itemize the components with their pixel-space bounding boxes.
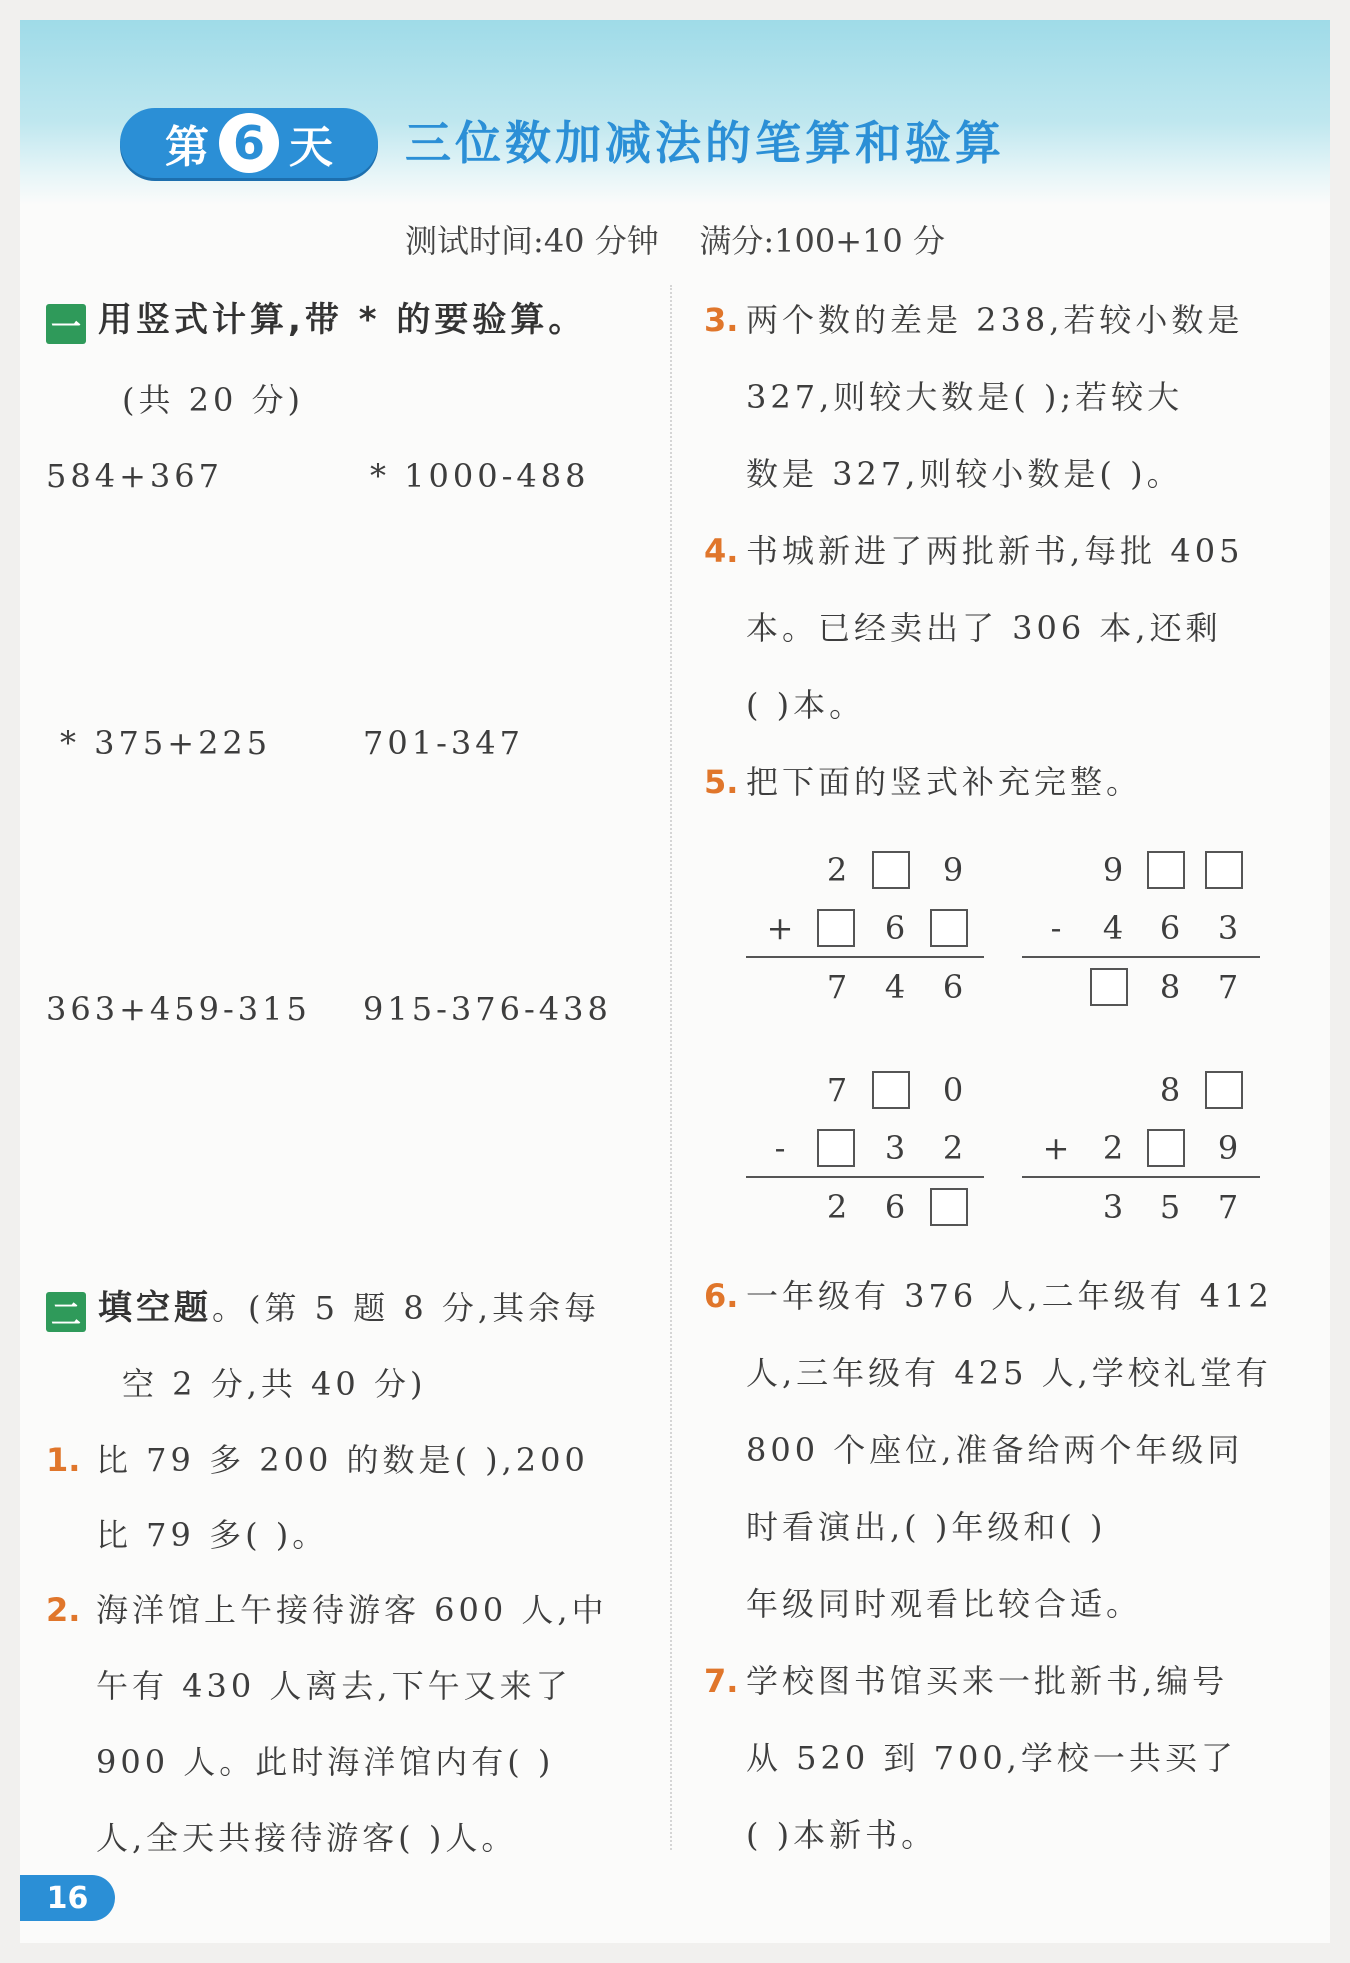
blank-box[interactable] [817,909,855,947]
section-two-title [98,1288,600,1328]
digit: 9 [942,851,964,889]
blank-box[interactable] [1090,968,1128,1006]
problem-1: 584+367 [46,457,223,495]
question-3-line: 327,则较大数是( );若较大 [746,378,1184,416]
digit: 8 [1159,968,1181,1006]
question-4-line: 本。已经卖出了 306 本,还剩 [746,609,1222,647]
plus-sign: + [766,909,794,947]
sum-line [1022,1176,1260,1178]
digit: 6 [884,1188,906,1226]
digit: 0 [942,1071,964,1109]
column-divider [670,285,672,1850]
digit: 7 [826,1071,848,1109]
question-5-number: 5. [704,763,739,801]
question-1-number: 1. [46,1441,81,1479]
blank-box[interactable] [930,1188,968,1226]
digit: 9 [1102,851,1124,889]
digit: 5 [1159,1188,1181,1226]
difference-line [746,1176,984,1178]
question-3-line: 数是 327,则较小数是( )。 [746,455,1183,493]
day-suffix: 天 [289,122,333,173]
page-number: 16 [20,1875,115,1921]
digit: 7 [826,968,848,1006]
digit: 2 [826,851,848,889]
digit: 2 [942,1129,964,1167]
minus-sign: - [774,1129,786,1167]
problem-3: * 375+225 [60,724,272,762]
blank-box[interactable] [1205,1071,1243,1109]
question-2-line: 900 人。此时海洋馆内有( ) [96,1743,555,1781]
question-2-number: 2. [46,1591,81,1629]
digit: 6 [1159,909,1181,947]
question-4-line: ( )本。 [746,686,866,724]
question-6-line: 800 个座位,准备给两个年级同 [746,1431,1244,1469]
question-7-line: ( )本新书。 [746,1816,938,1854]
digit: 9 [1217,1129,1239,1167]
plus-sign: + [1042,1129,1070,1167]
question-7-number: 7. [704,1662,739,1700]
question-1-line: 比 79 多 200 的数是( ),200 [96,1441,589,1479]
digit: 3 [1102,1188,1124,1226]
digit: 7 [1217,968,1239,1006]
digit: 3 [1217,909,1239,947]
problem-4: 701-347 [363,724,524,762]
worksheet-page [20,20,1330,1943]
blank-box[interactable] [1205,851,1243,889]
question-6-line: 时看演出,( )年级和( ) [746,1508,1107,1546]
question-6-line: 一年级有 376 人,二年级有 412 [746,1277,1273,1315]
question-6-number: 6. [704,1277,739,1315]
question-6-line: 人,三年级有 425 人,学校礼堂有 [746,1354,1272,1392]
digit: 2 [826,1188,848,1226]
question-2-line: 海洋馆上午接待游客 600 人,中 [96,1591,608,1629]
section-one-icon: 一 [46,304,86,344]
question-6-line: 年级同时观看比较合适。 [746,1585,1143,1623]
page-title: 三位数加减法的笔算和验算 [405,116,1005,170]
question-7-line: 从 520 到 700,学校一共买了 [746,1739,1237,1777]
problem-5: 363+459-315 [46,990,311,1028]
blank-box[interactable] [1147,851,1185,889]
question-1-line: 比 79 多( )。 [96,1516,329,1554]
sum-line [746,956,984,958]
blank-box[interactable] [872,851,910,889]
day-number: 6 [219,113,279,173]
question-4-number: 4. [704,532,739,570]
section-one-title: 用竖式计算,带 * 的要验算。 [98,300,587,340]
minus-sign: - [1050,909,1062,947]
question-2-line: 午有 430 人离去,下午又来了 [96,1667,572,1705]
digit: 4 [1102,909,1124,947]
digit: 6 [942,968,964,1006]
day-badge [120,108,378,178]
digit: 7 [1217,1188,1239,1226]
blank-box[interactable] [872,1071,910,1109]
question-5-line: 把下面的竖式补充完整。 [746,763,1143,801]
section-two-title-line2: 空 2 分,共 40 分) [122,1365,427,1403]
question-4-line: 书城新进了两批新书,每批 405 [746,532,1244,570]
digit: 2 [1102,1129,1124,1167]
difference-line [1022,956,1260,958]
section-two-title-bold: 填空题 [98,1288,212,1328]
test-info: 测试时间:40 分钟 满分:100+10 分 [405,222,945,260]
blank-box[interactable] [930,909,968,947]
section-two-title-rest: 。(第 5 题 8 分,其余每 [212,1289,601,1327]
problem-6: 915-376-438 [363,990,612,1028]
digit: 3 [884,1129,906,1167]
question-3-line: 两个数的差是 238,若较小数是 [746,301,1244,339]
digit: 8 [1159,1071,1181,1109]
blank-box[interactable] [1147,1129,1185,1167]
problem-2: * 1000-488 [370,457,590,495]
digit: 4 [884,968,906,1006]
question-2-line: 人,全天共接待游客( )人。 [96,1819,518,1857]
day-prefix: 第 [165,122,209,173]
digit: 6 [884,909,906,947]
section-one-points: (共 20 分) [122,381,305,419]
question-7-line: 学校图书馆买来一批新书,编号 [746,1662,1229,1700]
section-two-icon: 二 [46,1292,86,1332]
question-3-number: 3. [704,301,739,339]
blank-box[interactable] [817,1129,855,1167]
